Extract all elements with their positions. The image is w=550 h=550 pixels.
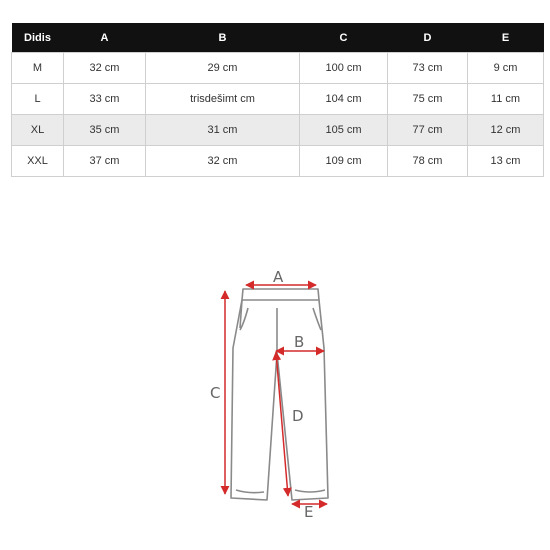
table-cell: trisdešimt cm [146, 84, 300, 115]
table-cell: 32 cm [146, 146, 300, 177]
table-cell: 100 cm [300, 53, 388, 84]
table-cell: 104 cm [300, 84, 388, 115]
column-header: B [146, 23, 300, 53]
table-header-row [12, 23, 544, 53]
table-cell: 9 cm [468, 53, 544, 84]
table-cell: XL [12, 115, 64, 146]
table-cell: 37 cm [64, 146, 146, 177]
table-cell: 109 cm [300, 146, 388, 177]
table-cell: 11 cm [468, 84, 544, 115]
table-cell: 12 cm [468, 115, 544, 146]
label-d: D [292, 407, 304, 425]
arrow-d [276, 352, 288, 496]
table-cell: 32 cm [64, 53, 146, 84]
table-cell: L [12, 84, 64, 115]
label-b: B [294, 333, 305, 351]
table-cell: 75 cm [388, 84, 468, 115]
table-cell: XXL [12, 146, 64, 177]
table-cell: 13 cm [468, 146, 544, 177]
table-row [12, 53, 544, 84]
table-cell: 78 cm [388, 146, 468, 177]
column-header: Didis [12, 23, 64, 53]
column-header: A [64, 23, 146, 53]
column-header: E [468, 23, 544, 53]
table-row [12, 115, 544, 146]
table-row [12, 84, 544, 115]
table-cell: 35 cm [64, 115, 146, 146]
table-cell: 33 cm [64, 84, 146, 115]
table-cell: 105 cm [300, 115, 388, 146]
label-a: A [273, 268, 284, 286]
label-c: C [210, 384, 221, 402]
table-cell: 77 cm [388, 115, 468, 146]
column-header: D [388, 23, 468, 53]
pants-diagram-svg [200, 268, 350, 523]
table-cell: 29 cm [146, 53, 300, 84]
table-cell: 31 cm [146, 115, 300, 146]
size-chart-table [11, 23, 544, 177]
table-cell: 73 cm [388, 53, 468, 84]
table-cell: M [12, 53, 64, 84]
label-e: E [304, 503, 314, 521]
column-header: C [300, 23, 388, 53]
pants-measurement-diagram [200, 268, 350, 523]
table-row [12, 146, 544, 177]
